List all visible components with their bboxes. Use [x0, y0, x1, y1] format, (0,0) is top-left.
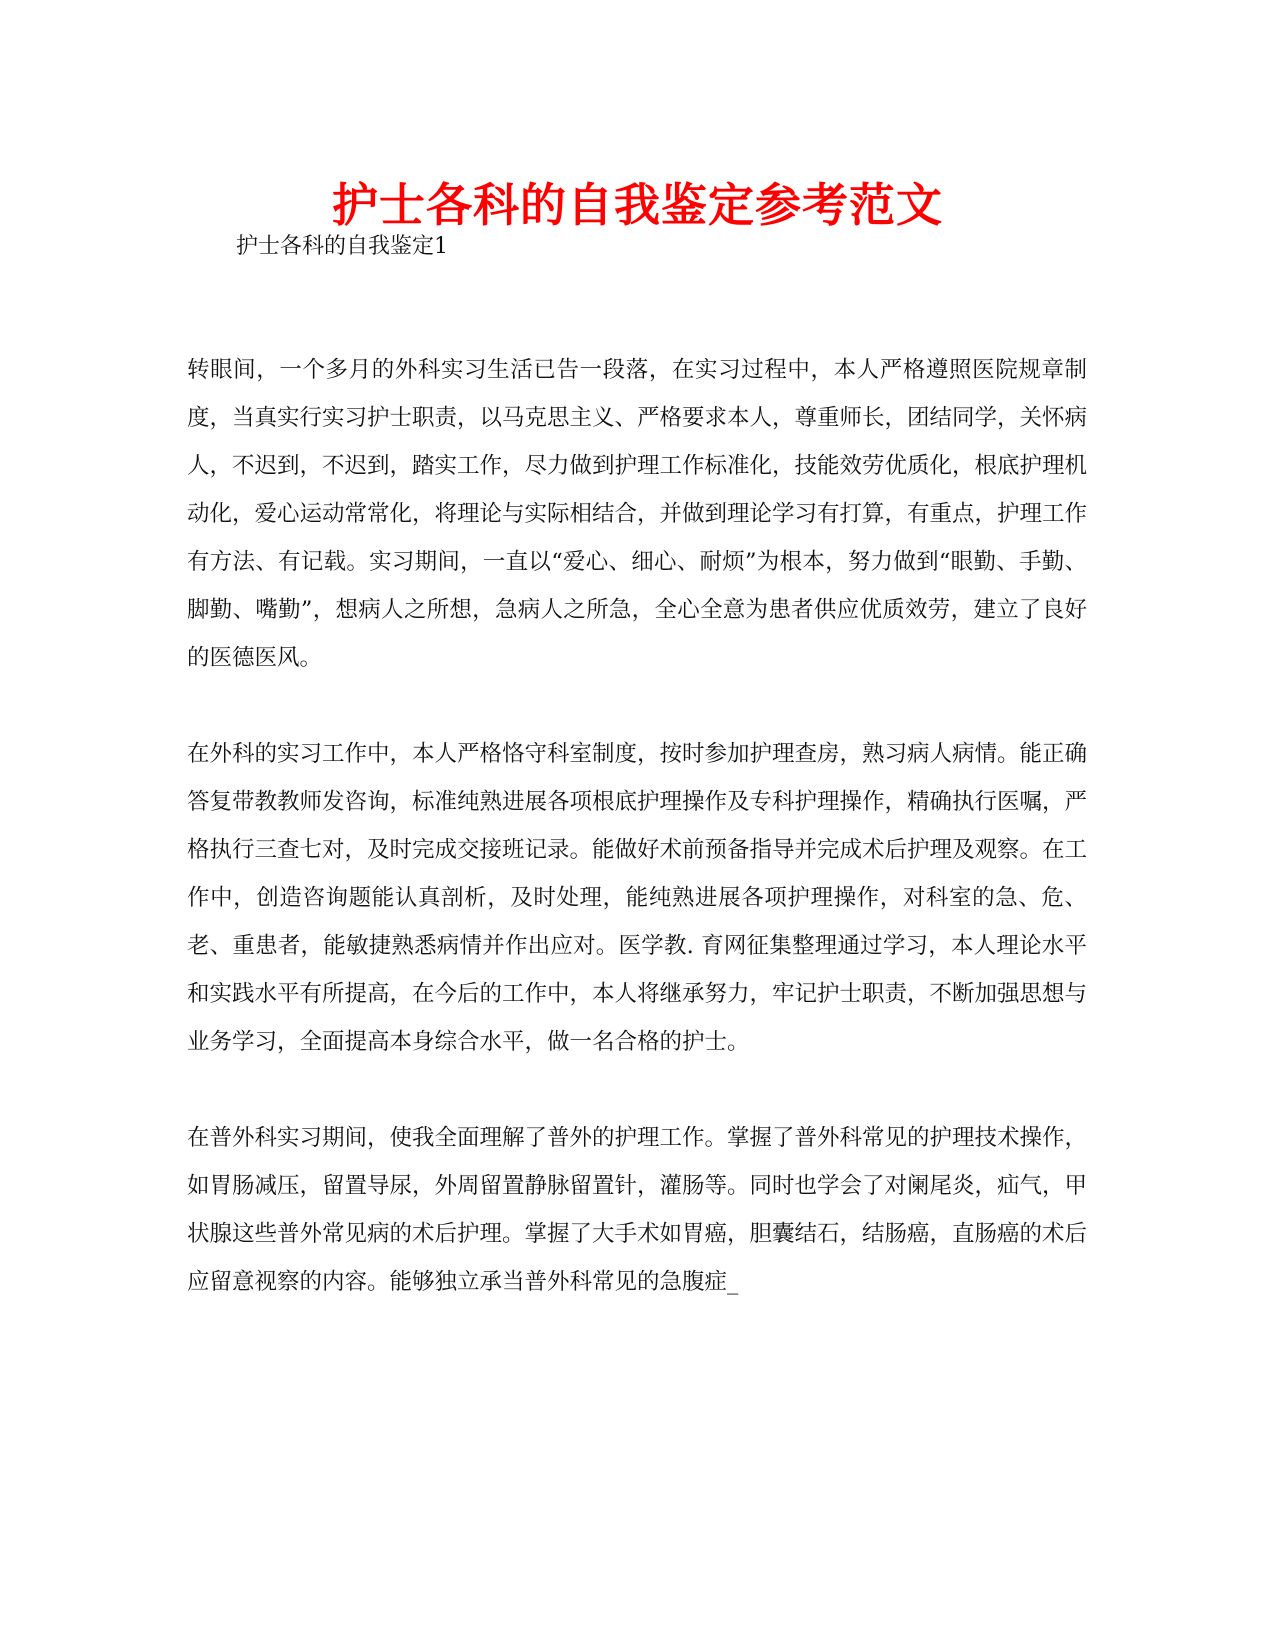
paragraph-1: 转眼间，一个多月的外科实习生活已告一段落，在实习过程中，本人严格遵照医院规章制度，当真实行实习护士职责，以马克思主义、严格要求本人，尊重师长，团结同学，关怀病人，不迟到，不迟到，踏实工作，尽力做到护理工作标准化，技能效劳优质化，根底护理机动化，爱心运动常常化，将理论与实际相结合，并做到理论学习有打算，有重点，护理工作有方法、有记载。实习期间，一直以“爱心、细心、耐烦”为根本，努力做到“眼勤、手勤、脚勤、嘴勤”，想病人之所想，急病人之所急，全心全意为患者供应优质效劳，建立了良好的医德医风。	[187, 357, 1088, 671]
document-body	[187, 346, 1087, 1306]
document-title: 护士各科的自我鉴定参考范文	[332, 178, 943, 232]
paragraph-3: 在普外科实习期间，使我全面理解了普外的护理工作。掌握了普外科常见的护理技术操作，如胃肠减压，留置导尿，外周留置静脉留置针，灌肠等。同时也学会了对阑尾炎，疝气，甲状腺这些普外常见病的术后护理。掌握了大手术如胃癌，胆囊结石，结肠癌，直肠癌的术后应留意视察的内容。能够独立承当普外科常见的急腹症_	[187, 1125, 1088, 1295]
paragraph-2: 在外科的实习工作中，本人严格恪守科室制度，按时参加护理查房，熟习病人病情。能正确答复带教教师发咨询，标准纯熟进展各项根底护理操作及专科护理操作，精确执行医嘱，严格执行三查七对，及时完成交接班记录。能做好术前预备指导并完成术后护理及观察。在工作中，创造咨询题能认真剖析，及时处理，能纯熟进展各项护理操作，对科室的急、危、老、重患者，能敏捷熟悉病情并作出应对。医学教. 育网征集整理通过学习，本人理论水平和实践水平有所提高，在今后的工作中，本人将继承努力，牢记护士职责，不断加强思想与业务学习，全面提高本身综合水平，做一名合格的护士。	[187, 741, 1088, 1055]
document-subtitle: 护士各科的自我鉴定1	[236, 234, 448, 259]
